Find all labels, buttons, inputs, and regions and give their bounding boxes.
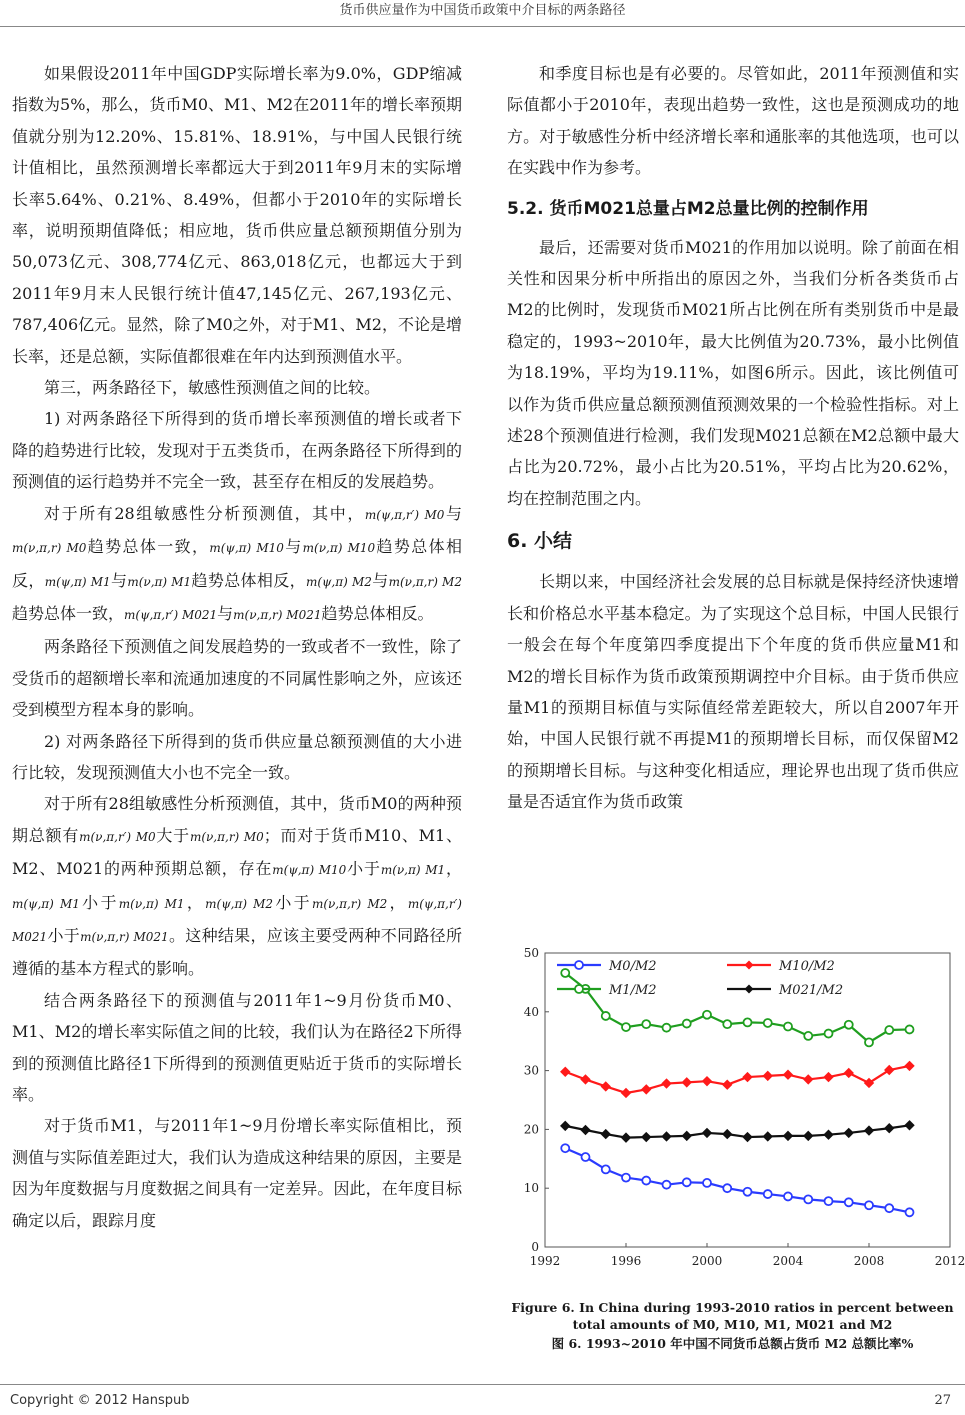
math-symbol: m(ν,π) M1	[380, 863, 446, 878]
math-symbol: m(ν,π,r) M021	[80, 929, 169, 944]
math-symbol: m(ν,π,r) M0	[12, 541, 87, 556]
data-point	[561, 969, 569, 977]
data-point	[845, 1198, 853, 1206]
y-tick-label: 10	[523, 1181, 539, 1196]
legend-label: M1/M2	[609, 983, 657, 998]
section-heading-5-2: 5.2. 货币M021总量占M2总量比例的控制作用	[507, 198, 869, 219]
data-point	[622, 1174, 630, 1182]
data-point	[764, 1019, 772, 1027]
math-symbol: m(ν,π) M10	[302, 541, 376, 556]
data-point	[622, 1023, 630, 1031]
text-run: ；而对于货币M10、M1、M2、M021的两种预期总额，存在	[12, 825, 462, 879]
data-point	[744, 1018, 752, 1026]
text-run: ，	[184, 892, 206, 912]
data-point	[703, 1179, 711, 1187]
data-point	[825, 1030, 833, 1038]
x-tick-label: 2000	[691, 1254, 723, 1268]
data-point	[663, 1024, 671, 1032]
data-point	[642, 1020, 650, 1028]
data-point	[764, 1190, 772, 1198]
legend-label: M021/M2	[779, 983, 844, 998]
math-symbol: m(ψ,π) M2	[205, 896, 274, 911]
data-point	[784, 1023, 792, 1031]
y-tick-label: 20	[523, 1122, 539, 1137]
math-symbol: m(ν,π) M1	[118, 896, 185, 911]
paragraph: 对于货币M1，与2011年1~9月份增长率实际值相比，预测值与实际值差距过大，我们认为造成这种结果的原因，主要是因为年度数据与月度数据之间具有一定差异。因此，在年度目标确定以后，跟踪月度	[12, 1116, 462, 1230]
math-symbol: m(ν,π) M1	[127, 574, 192, 589]
text-run: 小于	[79, 892, 119, 912]
paragraph-sensitivity-total	[12, 788, 462, 984]
math-symbol: m(ν,π,r) M021	[233, 607, 322, 622]
math-symbol: m(ψ,π) M2	[305, 574, 372, 589]
data-point	[582, 1153, 590, 1161]
math-symbol: m(ψ,π) M1	[12, 896, 80, 911]
text-run: 趋势总体相反。	[321, 603, 434, 623]
data-point	[683, 1020, 691, 1028]
math-symbol: m(ν,π,r) M2	[388, 574, 462, 589]
text-run: 大于	[155, 825, 190, 845]
data-point	[784, 1192, 792, 1200]
legend-marker	[575, 961, 583, 969]
plot-frame	[545, 953, 950, 1247]
text-run: 对于所有28组敏感性分析预测值，其中，	[44, 503, 365, 523]
data-point	[723, 1184, 731, 1192]
data-point	[865, 1038, 873, 1046]
running-title: 货币供应量作为中国货币政策中介目标的两条路径	[339, 3, 626, 18]
page-header	[0, 0, 965, 27]
data-point	[602, 1012, 610, 1020]
x-tick-label: 2004	[772, 1254, 804, 1268]
y-tick-label: 50	[523, 946, 539, 960]
paragraph: 最后，还需要对货币M021的作用加以说明。除了前面在相关性和因果分析中所指出的原因之外，当我们分析各类货币占M2的比例时，发现货币M021所占比例在所有类别货币中是最稳定的，1993~2010年，最大比例值为20.73%，最小比例值为18.19%，平均为19.11%，如图6所示。因此，该比例值可以作为货币供应量总额预测值预测效果的一个检验性指标。对上述28个预测值进行检测，我们发现M021总额在M2总额中最大占比为20.72%，最小占比为20.51%，平均占比为20.62%，均在控制范围之内。	[507, 237, 959, 508]
data-point	[723, 1020, 731, 1028]
data-point	[642, 1177, 650, 1185]
legend-marker	[575, 985, 583, 993]
text-run: 小于	[47, 925, 81, 945]
text-run: 与	[371, 570, 389, 590]
data-point	[744, 1188, 752, 1196]
data-point	[804, 1032, 812, 1040]
data-point	[906, 1208, 914, 1216]
page-number: 27	[934, 1393, 951, 1408]
math-symbol: m(ν,π,r) M0	[189, 829, 264, 844]
x-tick-label: 2012	[934, 1254, 965, 1268]
x-tick-label: 1992	[529, 1254, 561, 1268]
text-run: ，	[387, 892, 408, 912]
ratio-line-chart	[505, 935, 965, 1297]
data-point	[825, 1197, 833, 1205]
text-run: 。这种结果，应该主要受两种不同路径所遵循的基本方程式的影响。	[12, 925, 462, 979]
math-symbol: m(ψ,π,r′) M021	[12, 896, 462, 944]
math-symbol: m(ψ,π) M10	[272, 863, 347, 878]
data-point	[663, 1181, 671, 1189]
data-point	[885, 1204, 893, 1212]
data-point	[804, 1195, 812, 1203]
text-run: 与	[217, 603, 234, 623]
paragraph: 1) 对两条路径下所得到的货币增长率预测值的增长或者下降的趋势进行比较，发现对于五类货币，在两条路径下所得到的预测值的运行趋势并不完全一致，甚至存在相反的发展趋势。	[12, 409, 462, 492]
text-run: 趋势总体相反，	[191, 570, 306, 590]
text-run: 与	[283, 537, 303, 557]
figure-caption-zh: 图 6. 1993~2010 年中国不同货币总额占货币 M2 总额比率%	[551, 1336, 914, 1351]
text-run: 趋势总体相反，	[12, 537, 462, 590]
paragraph-sensitivity-trend	[12, 498, 462, 632]
right-column	[507, 58, 959, 818]
math-symbol: m(ν,π,r) M2	[311, 896, 388, 911]
paragraph: 结合两条路径下的预测值与2011年1~9月份货币M0、M1、M2的增长率实际值之间的比较，我们认为在路径2下所得到的预测值比路径1下所得到的预测值更贴近于货币的实际增长率。	[12, 990, 462, 1104]
paragraph: 2) 对两条路径下所得到的货币供应量总额预测值的大小进行比较，发现预测值大小也不完全一致。	[12, 731, 462, 782]
text-run: 与	[110, 570, 128, 590]
data-point	[845, 1021, 853, 1029]
math-symbol: m(ν,π,r′) M0	[79, 829, 156, 844]
data-point	[602, 1165, 610, 1173]
legend-label: M0/M2	[609, 959, 657, 974]
data-point	[885, 1026, 893, 1034]
legend-label: M10/M2	[779, 959, 835, 974]
figure-caption-en: Figure 6. In China during 1993-2010 ratios in percent between total amounts of M0, M10, M1, M021 and M2	[511, 1300, 954, 1332]
paragraph: 两条路径下预测值之间发展趋势的一致或者不一致性，除了受货币的超额增长率和流通加速度的不同属性影响之外，应该还受到模型方程本身的影响。	[12, 637, 462, 720]
data-point	[683, 1178, 691, 1186]
math-symbol: m(ψ,π) M10	[209, 541, 284, 556]
math-symbol: m(ψ,π,r′) M0	[364, 507, 445, 522]
text-run: ，	[445, 859, 462, 879]
text-run: 对于所有28组敏感性分析预测值，其中，货币M0的两种预期总额有	[12, 794, 462, 845]
math-symbol: m(ψ,π) M1	[44, 574, 111, 589]
y-tick-label: 40	[523, 1004, 539, 1019]
paragraph: 第三，两条路径下，敏感性预测值之间的比较。	[44, 378, 381, 398]
text-run: 趋势总体一致，	[12, 603, 125, 623]
text-run: 小于	[346, 859, 381, 879]
paragraph: 如果假设2011年中国GDP实际增长率为9.0%，GDP缩减指数为5%，那么，货币M0、M1、M2在2011年的增长率预期值就分别为12.20%、15.81%、18.91%，与中国人民银行统计值相比，虽然预测增长率都远大于到2011年9月末的实际增长率5.64%、0.21%、8.49%，但都小于2010年的实际增长率，说明预期值降低；相应地，货币供应量总额预期值分别为50,073亿元、308,774亿元、863,018亿元，也都远大于到2011年9月末人民银行统计值47,145亿元、267,193亿元、787,406亿元。显然，除了M0之外，对于M1、M2，不论是增长率，还是总额，实际值都很难在年内达到预测值水平。	[12, 64, 462, 366]
text-run: 趋势总体一致，	[86, 537, 210, 557]
y-tick-label: 30	[523, 1063, 539, 1078]
figure-6	[505, 935, 965, 1355]
data-point	[703, 1011, 711, 1019]
x-tick-label: 2008	[853, 1254, 885, 1268]
copyright: Copyright © 2012 Hanspub	[10, 1393, 190, 1408]
paragraph: 和季度目标也是有必要的。尽管如此，2011年预测值和实际值都小于2010年，表现出趋势一致性，这也是预测成功的地方。对于敏感性分析中经济增长率和通胀率的其他选项，也可以在实践中作为参考。	[507, 64, 959, 178]
left-column	[12, 58, 462, 1236]
section-heading-6: 6. 小结	[507, 530, 573, 553]
text-run: 与	[444, 503, 462, 523]
page-footer	[0, 1384, 965, 1415]
math-symbol: m(ψ,π,r′) M021	[124, 607, 218, 622]
data-point	[906, 1025, 914, 1033]
y-tick-label: 0	[531, 1240, 539, 1254]
data-point	[865, 1201, 873, 1209]
x-tick-label: 1996	[610, 1254, 642, 1268]
paragraph: 长期以来，中国经济社会发展的总目标就是保持经济快速增长和价格总水平基本稳定。为了实现这个总目标，中国人民银行一般会在每个年度第四季度提出下个年度的货币供应量M1和M2的增长目标作为货币政策预期调控中介目标。由于货币供应量M1的预期目标值与实际值经常差距较大，所以自2007年开始，中国人民银行就不再提M1的预期增长目标，而仅保留M2的预期增长目标。与这种变化相适应，理论界也出现了货币供应量是否适宜作为货币政策	[507, 572, 959, 812]
data-point	[561, 1144, 569, 1152]
text-run: 小于	[273, 892, 312, 912]
